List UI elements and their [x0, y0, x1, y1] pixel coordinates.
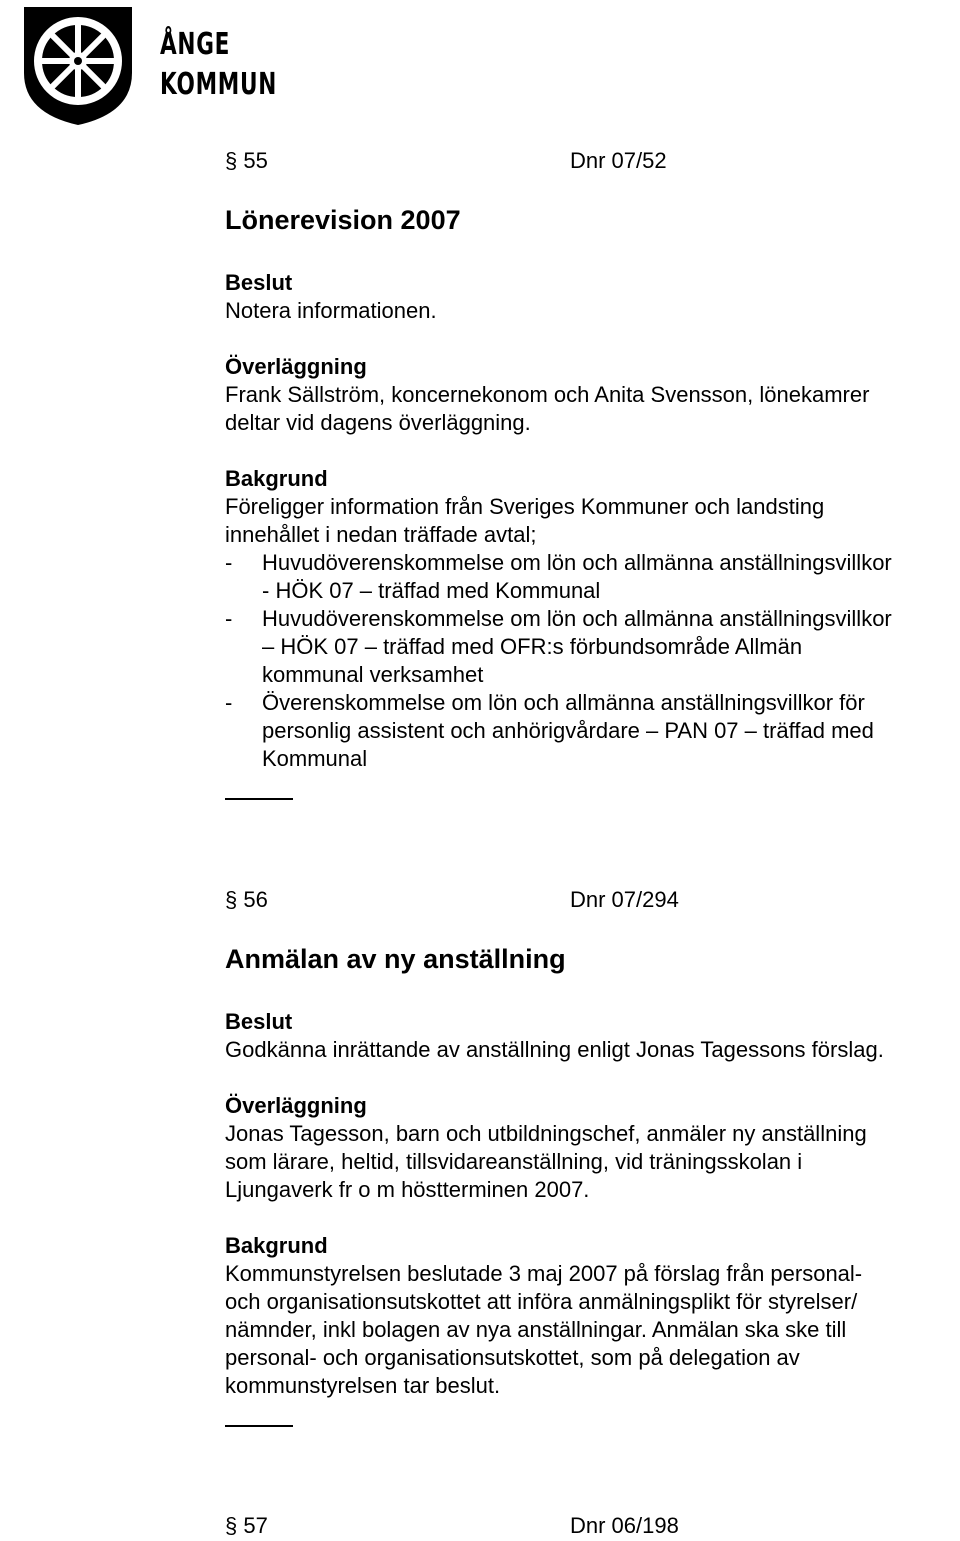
overlaggning-label: Överläggning: [225, 1093, 367, 1118]
section-symbol: §: [225, 1513, 238, 1538]
section-title: Anmälan av ny anställning: [225, 944, 566, 974]
overlaggning-text: Frank Sällström, koncernekonom och Anita Svensson, lönekamrer deltar vid dagens överläggning.: [225, 382, 870, 435]
paragraph-number: 55: [243, 148, 268, 173]
paragraph-header-56: [225, 886, 679, 914]
paragraph-number: 57: [243, 1513, 268, 1538]
beslut-text: Godkänna inrättande av anställning enligt Jonas Tagessons förslag.: [225, 1037, 884, 1062]
logo-line-2: KOMMUN: [160, 67, 278, 102]
agreement-list: [225, 549, 960, 773]
section-title: Lönerevision 2007: [225, 205, 461, 235]
bakgrund-label: Bakgrund: [225, 1233, 328, 1258]
bakgrund-text: Kommunstyrelsen beslutade 3 maj 2007 på förslag från personal- och organisationsutskottet att införa anmälningsplikt för styrelser/ nämnder, inkl bolagen av nya anställningar. Anmälan ska ske till personal- och organisationsutskottet, som på delegation av kommunstyrelsen tar beslut.: [225, 1261, 863, 1398]
bakgrund-label: Bakgrund: [225, 466, 328, 491]
section-symbol: §: [225, 887, 238, 912]
overlaggning-text: Jonas Tagesson, barn och utbildningschef, anmäler ny anställning som lärare, heltid, tillsvidareanställning, vid träningsskolan i Ljungaverk fr o m höstterminen 2007.: [225, 1121, 867, 1202]
paragraph-number: 56: [243, 887, 268, 912]
logo-line-1: ÅNGE: [160, 27, 231, 62]
section-divider: [225, 1425, 293, 1427]
overlaggning-label: Överläggning: [225, 354, 367, 379]
dnr-number: Dnr 07/294: [570, 887, 679, 912]
beslut-label: Beslut: [225, 1009, 293, 1034]
wheel-emblem-icon: [20, 3, 140, 128]
paragraph-header-55: [225, 147, 667, 175]
section-divider: [225, 798, 293, 800]
beslut-label: Beslut: [225, 270, 293, 295]
dnr-number: Dnr 06/198: [570, 1513, 679, 1538]
list-dash: -: [225, 690, 233, 715]
beslut-text: Notera informationen.: [225, 298, 437, 323]
list-item: - Huvudöverenskommelse om lön och allmänna anställningsvillkor - HÖK 07 – träffad med Kommunal: [225, 550, 892, 603]
paragraph-header-57: [225, 1512, 679, 1540]
list-item: - Överenskommelse om lön och allmänna anställningsvillkor för personlig assistent och anhörigvårdare – PAN 07 – träffad med Kommunal: [225, 690, 874, 771]
dnr-number: Dnr 07/52: [570, 148, 667, 173]
section-symbol: §: [225, 148, 238, 173]
bakgrund-text: Föreligger information från Sveriges Kommuner och landsting innehållet i nedan träffade avtal;: [225, 494, 825, 547]
list-item: - Huvudöverenskommelse om lön och allmänna anställningsvillkor – HÖK 07 – träffad med OFR:s förbundsområde Allmän kommunal verksamhet: [225, 606, 892, 687]
list-dash: -: [225, 550, 233, 575]
ange-kommun-logo: [20, 3, 278, 128]
list-dash: -: [225, 606, 233, 631]
